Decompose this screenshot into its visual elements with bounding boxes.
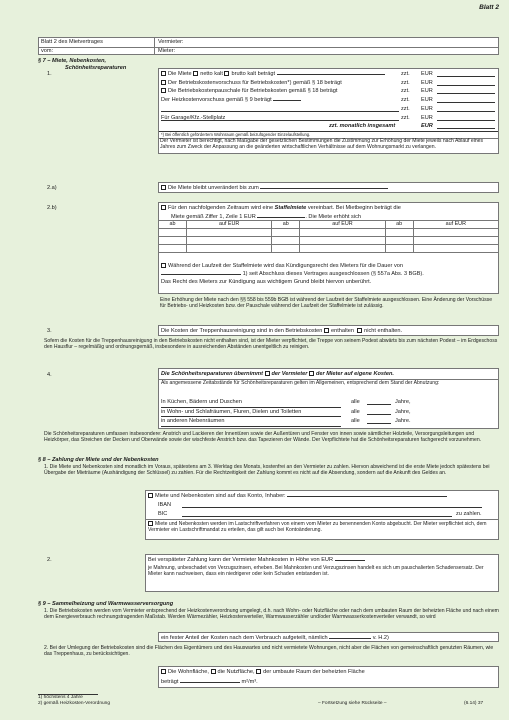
- footnote-2: 2) gemäß Heizkosten-Verordnung: [38, 701, 110, 706]
- enthalten-checkbox[interactable]: [324, 328, 329, 333]
- vorschuss-checkbox[interactable]: [161, 80, 166, 85]
- footnote-star: *) Bei öffentlich gefördertem Wohnraum gemäß beizufügender Einzelaufstellung.: [161, 131, 311, 137]
- bic-field[interactable]: [182, 511, 452, 517]
- total-label: zzt. monatlich insgesamt: [329, 123, 396, 129]
- treppe-box: Die Kosten der Treppenhausreinigung sind in den Betriebskosten enthalten nicht enthalten.: [158, 325, 499, 336]
- staffel-box: Für den nachfolgenden Zeitraum wird eine Staffelmiete vereinbart. Bei Mietbeginn beträgt die Miete gemäß Ziffer 1, Zeile 1 EUR . Die Miete erhöht sich Während der Laufzeit der Staffelmiete wird das Kündigungsrecht des Mieters für die Dauer von 1) seit Abschluss dieses Vertrages ausgeschlossen (§ 557a Abs. 3 BGB). Das Recht des Mieters zur Kündigung aus wichtigem Grund bleibt hiervon unberührt.: [158, 202, 499, 294]
- s7-title2: Schönheitsreparaturen: [65, 65, 127, 71]
- form-number: (6.14) 37: [464, 701, 484, 706]
- mieter-checkbox[interactable]: [309, 371, 314, 376]
- lastschrift-checkbox[interactable]: [148, 521, 153, 526]
- unveraendert-checkbox[interactable]: [161, 185, 166, 190]
- s7-title: § 7 – Miete, Nebenkosten,: [38, 58, 107, 64]
- contract-header: [38, 37, 499, 55]
- page-label: Blatt 2: [479, 4, 499, 11]
- brutto-checkbox[interactable]: [224, 71, 229, 76]
- pauschale-checkbox[interactable]: [161, 88, 166, 93]
- s9-title: § 9 – Sammelheizung und Warmwasserversorgung: [38, 601, 174, 607]
- s7-num1: 1.: [47, 71, 52, 77]
- s7-para2: Eine Erhöhung der Miete nach den §§ 558 bis 559b BGB ist während der Laufzeit der Staffelmiete ausgeschlossen. Eine Änderung der Vorschüsse für Betriebs- und Heizkosten bzw. der Pauschale während der Laufzeit der Staffelmiete ist zulässig.: [160, 297, 493, 310]
- s9-para1: 1. Die Betriebskosten werden vom Vermieter entsprechend der Heizkostenverordnung umgelegt, d.h. nach Wohn- oder Nutzfläche oder nach dem umbauten Raum der beheizten Fläche und nach einem dem Energieverbrauch rechnungstragenden Maßstab. Werden Wärmezähler, Heizkostenverteiler, Warmwasserzähler und/oder Warmwasserkostenverteiler verwandt, so wird: [44, 608, 499, 621]
- konto-box: Miete und Nebenkosten sind auf das Konto, Inhaber: IBAN BIC zu zahlen. Miete und Nebenkosten werden im Lastschriftverfahren von einem vom Mieter zu benennenden Konto abgebucht. Der Mieter verpflichtet sich, dem Vermieter ein Lastschriftmandat zu erteilen, das gilt auch bei Kontoänderung.: [145, 490, 499, 540]
- header-mieter: Mieter:: [158, 47, 176, 54]
- wohnflaeche-checkbox[interactable]: [161, 669, 166, 674]
- header-vermieter: Vermieter:: [158, 39, 184, 45]
- s7-para3: Sofern die Kosten für die Treppenhausreinigung in den Betriebskosten nicht enthalten sind, ist der Mieter verpflichtet, die Treppe von seinem Podest abwärts bis zum nächsten Podest – im Erdgeschoss den Hausflur – regelmäßig und ordnungsgemäß, insbesondere in ausreichenden Abständen unentgeltlich zu reinigen.: [44, 338, 498, 351]
- s8-title: § 8 – Zahlung der Miete und der Nebenkosten: [38, 457, 159, 463]
- unveraendert-box: Die Miete bleibt unverändert bis zum: [158, 182, 499, 193]
- kuendigung-checkbox[interactable]: [161, 263, 166, 268]
- konto-checkbox[interactable]: [148, 493, 153, 498]
- s8-para1: 1. Die Miete und Nebenkosten sind monatlich im Voraus, spätestens am 3. Werktag des Monats, kostenfrei an den Vermieter zu zahlen. Hiervon abweichend ist die erste Miete jedoch spätestens bei Übergabe der Mieträume (Aushändigung der Schlüssel) zu zahlen. Für die Rechtzeitigkeit der Zahlung kommt es nicht auf die Absendung, sondern auf die Ankunft des Geldes an.: [44, 464, 490, 477]
- vermieter-checkbox[interactable]: [265, 371, 270, 376]
- umbauter-raum-checkbox[interactable]: [256, 669, 261, 674]
- s7-para1: Der Vermieter ist berechtigt, nach Maßgabe der gesetzlichen Bestimmungen die Zustimmung zur Erhöhung der Miete jeweils nach Ablauf eines Jahres zum Zweck der Anpassung an die geänderten wirtschaftlichen Verhältnisse auf dem Wohnungsmarkt zu verlangen.: [160, 138, 484, 151]
- staffel-cell[interactable]: [159, 229, 187, 237]
- s7-para4: Die Schönheitsreparaturen umfassen insbesondere: Anstrich und Lackieren der Innentüren sowie der Außentüren und Fenster von innen sowie sämtlicher Holzteile, Versorgungsleitungen und Heizkörper, das Streichen der Decken und Oberwände sowie der wischfeste Anstrich bzw. das Tapezieren der Wände. Der Verpflichtete hat die Schönheitsreparaturen fachgerecht vorzunehmen.: [44, 431, 482, 444]
- footnote-1: 1) höchstens 4 Jahre: [38, 695, 83, 700]
- netto-checkbox[interactable]: [193, 71, 198, 76]
- iban-field[interactable]: [182, 502, 482, 508]
- continuation-note: – Fortsetzung siehe Rückseite –: [318, 701, 387, 706]
- staffel-table: ab auf EUR ab auf EUR ab auf EUR: [158, 220, 499, 253]
- s9-para2: 2. Bei der Umlegung der Betriebskosten sind die Flächen des Eigentümers und des Hauswartes und nicht vermietete Wohnungen, nicht aber die Flächen von gemeinschaftlich genutzten Räumen, wie das Treppenhaus, zu berücksichtigen.: [44, 645, 494, 658]
- rent-box: Die Miete netto kalt brutto kalt beträgt Der Betriebskostenvorschuss für Betriebskosten*) gemäß § 18 beträgt Die Betriebskostenpauschale für Betriebskosten gemäß § 18 beträgt Der Heizkostenvorschuss gemäß § 9 beträgt Für Garage/Kfz.-Stellplatz zzt. EUR zzt. EUR zzt. EUR zzt. EUR zzt. EUR zzt. EUR zzt. monatlich insgesamt EUR *) Bei öffentlich gefördertem Wohnraum gemäß beizufügender Einzelaufstellung.: [158, 68, 499, 154]
- nutzflaeche-checkbox[interactable]: [211, 669, 216, 674]
- schoen-box: Die Schönheitsreparaturen übernimmt der Vermieter der Mieter auf eigene Kosten. Als angemessene Zeitabstände für Schönheitsreparaturen gelten im Allgemeinen, entsprechend dem Stand der Abnutzung: In Küchen, Bädern und Duschen alle Jahre, in Wohn- und Schlafräumen, Fluren, Dielen und Toiletten alle Jahre, in anderen Nebenräumen alle Jahre.: [158, 368, 499, 429]
- header-left1: Blatt 2 des Mietvertrages: [41, 39, 103, 45]
- header-left2: vom:: [41, 47, 54, 54]
- flaeche-box: Die Wohnfläche, die Nutzfläche, der umbaute Raum der beheizten Fläche beträgt m²/m³.: [158, 666, 499, 688]
- anteil-box: ein fester Anteil der Kosten nach dem Verbrauch aufgeteilt, nämlich v. H.2): [158, 632, 499, 642]
- miete-checkbox[interactable]: [161, 71, 166, 76]
- nicht-enthalten-checkbox[interactable]: [357, 328, 362, 333]
- staffel-checkbox[interactable]: [161, 205, 166, 210]
- mahn-box: Bei verspäteter Zahlung kann der Vermieter Mahnkosten in Höhe von EUR je Mahnung, unbeschadet von Verzugszinsen, erheben. Bei Mahnkosten und Verzugszinsen handelt es sich um pauschalierten Schadensersatz. Der Mieter kann nachweisen, dass ein niedrigerer oder kein Schaden entstanden ist.: [145, 554, 499, 592]
